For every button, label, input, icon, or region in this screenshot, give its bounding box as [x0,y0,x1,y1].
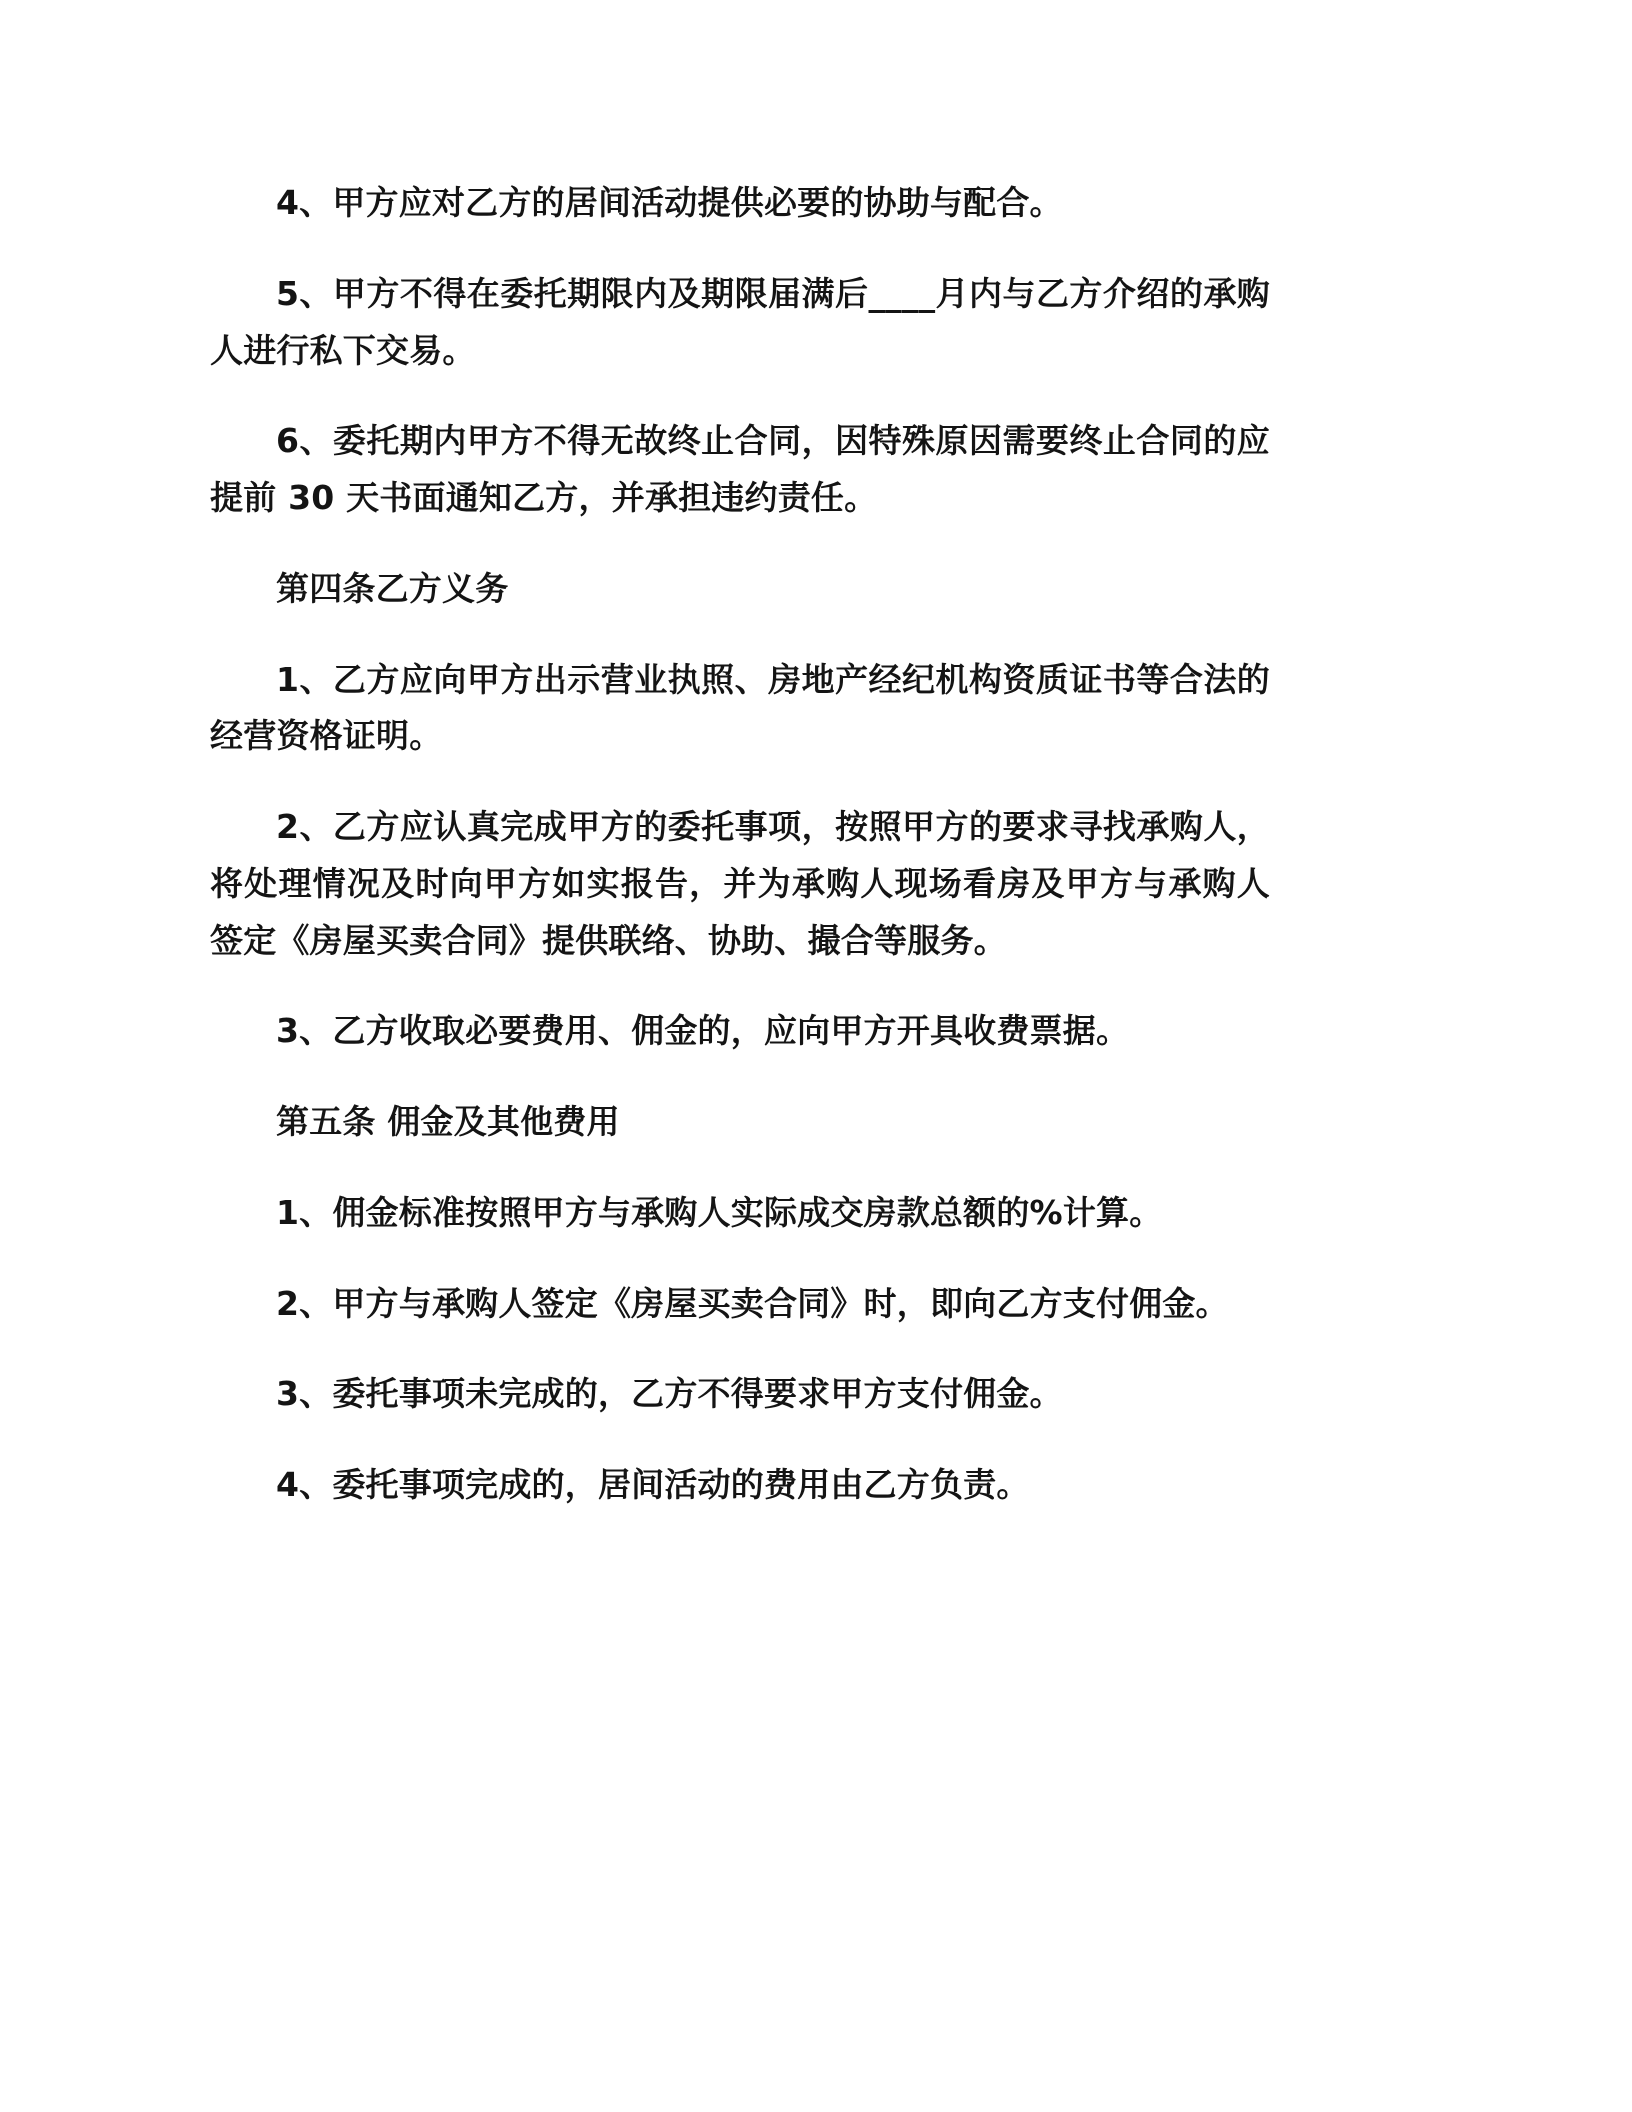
paragraph-clause3-item5: 5、甲方不得在委托期限内及期限届满后____月内与乙方介绍的承购人进行私下交易。 [210,273,1270,370]
heading-clause-four: 第四条乙方义务 [276,568,509,608]
document-body [210,175,1270,1514]
paragraph-clause4-item3: 3、乙方收取必要费用、佣金的，应向甲方开具收费票据。 [276,1011,1130,1051]
paragraph-clause4-item2: 2、乙方应认真完成甲方的委托事项，按照甲方的要求寻找承购人，将处理情况及时向甲方如实报告，并为承购人现场看房及甲方与承购人签定《房屋买卖合同》提供联络、协助、撮合等服务。 [210,807,1270,960]
paragraph-clause5-item1: 1、佣金标准按照甲方与承购人实际成交房款总额的%计算。 [276,1192,1163,1232]
paragraph-clause4-item1: 1、乙方应向甲方出示营业执照、房地产经纪机构资质证书等合法的经营资格证明。 [210,659,1270,756]
paragraph-clause3-item6: 6、委托期内甲方不得无故终止合同，因特殊原因需要终止合同的应提前 30 天书面通知乙方，并承担违约责任。 [210,421,1270,517]
paragraph-clause5-item4: 4、委托事项完成的，居间活动的费用由乙方负责。 [276,1465,1030,1504]
paragraph-clause5-item3: 3、委托事项未完成的，乙方不得要求甲方支付佣金。 [276,1374,1063,1414]
paragraph-clause3-item4: 4、甲方应对乙方的居间活动提供必要的协助与配合。 [276,183,1063,222]
heading-clause-five: 第五条 佣金及其他费用 [276,1102,620,1141]
paragraph-clause5-item2: 2、甲方与承购人签定《房屋买卖合同》时，即向乙方支付佣金。 [276,1283,1229,1323]
